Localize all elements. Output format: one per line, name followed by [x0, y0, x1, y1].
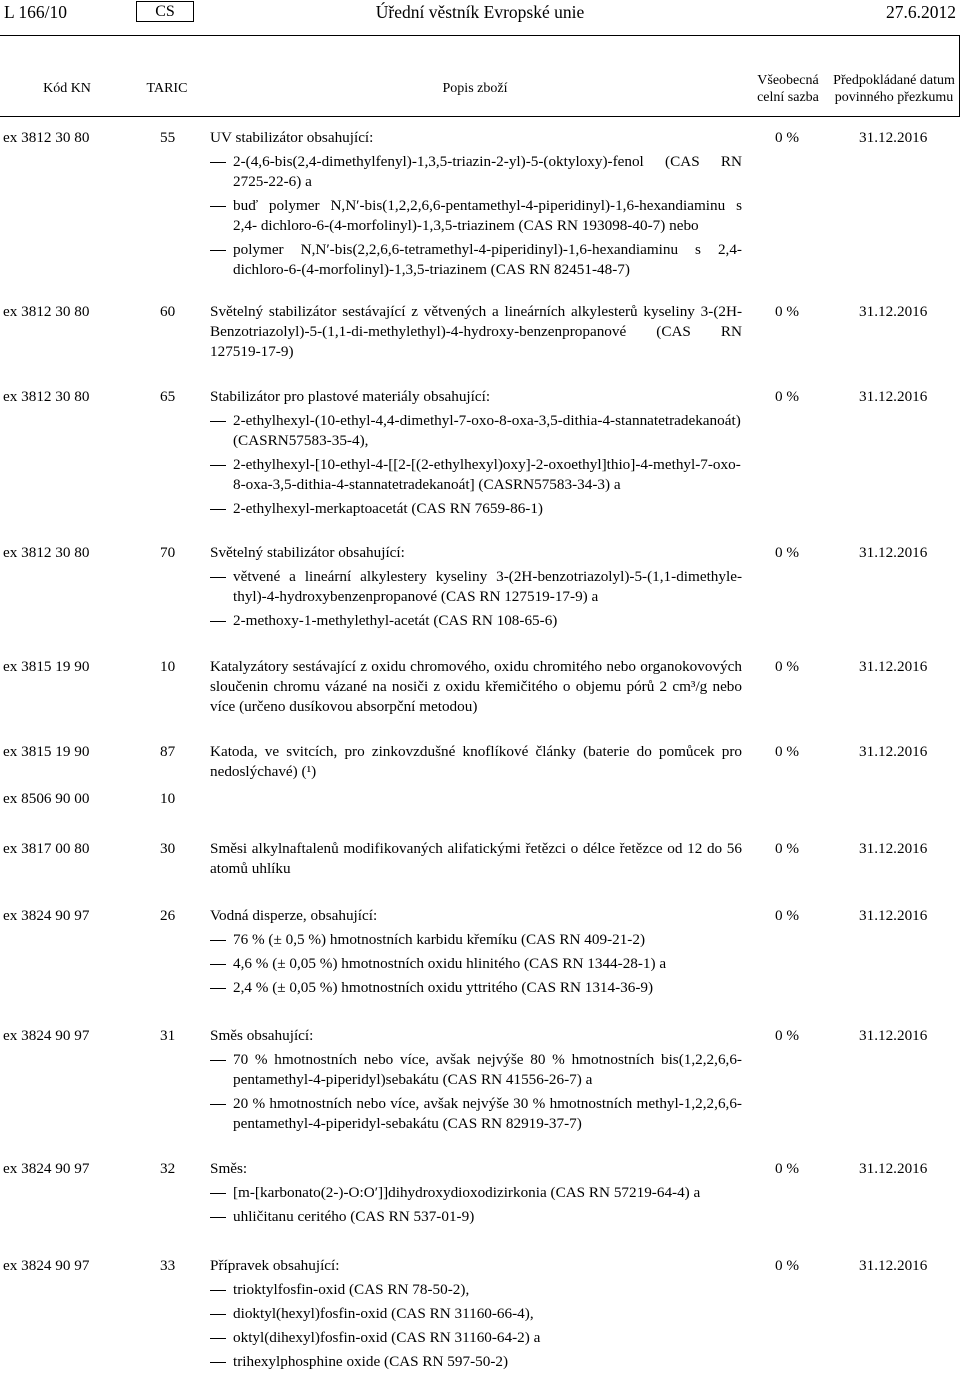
list-item-text: 2,4 % (± 0,05 %) hmotnostních oxidu yttritého (CAS RN 1314-36-9) [233, 979, 654, 996]
cell-taric [160, 657, 175, 704]
cell-taric [160, 1256, 175, 1303]
cell-description [210, 1026, 742, 1134]
description-list-item [210, 1328, 742, 1348]
em-dash-bullet [210, 1060, 226, 1061]
description-list-item [210, 1050, 742, 1090]
column-header-description: Popis zboží [442, 81, 508, 96]
taric-code: 10 [160, 658, 176, 675]
em-dash-bullet [210, 465, 226, 466]
page-number: L 166/10 [4, 2, 68, 22]
cell-description [210, 387, 742, 519]
cell-review-date: 31.12.2016 [859, 1160, 928, 1177]
cell-description [210, 302, 742, 362]
list-item-text: 70 % hmotnostních nebo více, avšak nejvýše 80 % hmotnostních bis(1,2,2,6,6-pentamethyl-4-piperidyl)sebakátu (CAS RN 41556-26-7) a [233, 1051, 742, 1088]
description-intro: Vodná disperze, obsahující: [210, 907, 378, 924]
list-item-text: 2-methoxy-1-methylethyl-acetát (CAS RN 108-65-6) [233, 612, 558, 629]
taric-code: 60 [160, 303, 176, 320]
cell-taric [160, 1159, 175, 1206]
cell-review-date: 31.12.2016 [859, 129, 928, 146]
description-intro: Přípravek obsahující: [210, 1257, 340, 1274]
cell-taric [160, 387, 175, 434]
cell-description [210, 128, 742, 280]
kn-code: ex 3815 19 90 [3, 743, 90, 760]
description-intro: Směsi alkylnaftalenů modifikovaných alifatickými řetězci o délce řetězce od 12 do 56 atomů uhlíku [210, 840, 742, 877]
taric-code: 70 [160, 544, 176, 561]
em-dash-bullet [210, 250, 226, 251]
description-list-item [210, 930, 742, 950]
cell-duty-rate: 0 % [775, 1027, 800, 1044]
description-list-item [210, 411, 742, 451]
cell-taric [160, 906, 175, 953]
cell-taric [160, 128, 175, 175]
em-dash-bullet [210, 988, 226, 989]
cell-kn-code [3, 906, 89, 953]
description-list-item [210, 152, 742, 192]
cell-duty-rate: 0 % [775, 907, 800, 924]
kn-code: ex 3812 30 80 [3, 544, 90, 561]
description-list-item [210, 1094, 742, 1134]
em-dash-bullet [210, 621, 226, 622]
cell-description [210, 657, 742, 717]
list-item-text: 2-ethylhexyl-merkaptoacetát (CAS RN 7659-86-1) [233, 500, 543, 517]
description-intro: Katalyzátory sestávající z oxidu chromového, oxidu chromitého nebo organokovových sloučenin chromu vázané na nosiči z oxidu křemičitého o objemu pórů 2 cm³/g nebo více (určeno dusíkovou absorpční metodou) [210, 658, 742, 715]
cell-description [210, 1256, 742, 1372]
description-list-item [210, 567, 742, 607]
description-intro: Katoda, ve svitcích, pro zinkovzdušné knoflíkové články (baterie do pomůcek pro nedoslýchavé) (¹) [210, 743, 742, 780]
publication-date: 27.6.2012 [886, 2, 956, 22]
kn-code: ex 3824 90 97 [3, 1257, 90, 1274]
kn-code: ex 3824 90 97 [3, 1160, 90, 1177]
kn-code: ex 3815 19 90 [3, 658, 90, 675]
cell-description [210, 543, 742, 631]
em-dash-bullet [210, 162, 226, 163]
cell-duty-rate: 0 % [775, 303, 800, 320]
cell-kn-code [3, 302, 89, 349]
description-list-item [210, 499, 742, 519]
list-item-text: trihexylphosphine oxide (CAS RN 597-50-2) [233, 1353, 509, 1370]
em-dash-bullet [210, 1217, 226, 1218]
list-item-text: dioktyl(hexyl)fosfin-oxid (CAS RN 31160-66-4), [233, 1305, 534, 1322]
em-dash-bullet [210, 206, 226, 207]
cell-taric [160, 1026, 175, 1073]
cell-duty-rate: 0 % [775, 544, 800, 561]
description-list-item [210, 611, 742, 631]
cell-description [210, 906, 742, 998]
list-item-text: oktyl(dihexyl)fosfin-oxid (CAS RN 31160-64-2) a [233, 1329, 541, 1346]
cell-kn-code [3, 128, 89, 175]
cell-review-date: 31.12.2016 [859, 1027, 928, 1044]
cell-kn-code [3, 1026, 89, 1073]
cell-taric [160, 302, 175, 349]
kn-code: ex 3812 30 80 [3, 303, 90, 320]
column-header-review-line1: Předpokládané datum [833, 73, 955, 88]
list-item-text: buď polymer N,N′-bis(1,2,2,6,6-pentamethyl-4-piperidinyl)-1,6-hexandiaminu s 2,4- dichloro-6-(4-morfolinyl)-1,3,5-triazinem (CAS RN 193098-40-7) nebo [233, 197, 742, 234]
description-list-item [210, 1280, 742, 1300]
column-header-review [828, 72, 960, 106]
cell-review-date: 31.12.2016 [859, 544, 928, 561]
list-item-text: trioktylfosfin-oxid (CAS RN 78-50-2), [233, 1281, 470, 1298]
list-item-text: polymer N,N′-bis(2,2,6,6-tetramethyl-4-piperidinyl)-1,6-hexandiaminu s 2,4-dichloro-6-(4-morfolinyl)-1,3,5-triazinem (CAS RN 82451-48-7) [233, 241, 742, 278]
cell-duty-rate: 0 % [775, 658, 800, 675]
description-list-item [210, 978, 742, 998]
cell-review-date: 31.12.2016 [859, 907, 928, 924]
em-dash-bullet [210, 421, 226, 422]
cell-kn-code [3, 387, 89, 434]
cell-taric [160, 839, 175, 886]
cell-duty-rate: 0 % [775, 388, 800, 405]
description-list-item [210, 240, 742, 280]
kn-code: ex 3812 30 80 [3, 388, 90, 405]
em-dash-bullet [210, 1314, 226, 1315]
cell-duty-rate: 0 % [775, 1160, 800, 1177]
cell-taric [160, 742, 175, 836]
list-item-text: uhličitanu ceritého (CAS RN 537-01-9) [233, 1208, 475, 1225]
header-rule [0, 35, 960, 36]
cell-review-date: 31.12.2016 [859, 840, 928, 857]
description-intro: Směs: [210, 1160, 248, 1177]
column-header-taric: TARIC [146, 81, 188, 96]
column-header-kn: Kód KN [43, 81, 91, 96]
column-header-review-line2: povinného přezkumu [834, 90, 954, 105]
cell-review-date: 31.12.2016 [859, 1257, 928, 1274]
column-header-rate-line1: Všeobecná [757, 73, 819, 88]
description-list-item [210, 954, 742, 974]
kn-code: ex 3824 90 97 [3, 1027, 90, 1044]
column-header-rate-line2: celní sazba [757, 90, 819, 105]
description-list-item [210, 196, 742, 236]
description-list-item [210, 1183, 742, 1203]
em-dash-bullet [210, 577, 226, 578]
cell-review-date: 31.12.2016 [859, 658, 928, 675]
kn-code: ex 8506 90 00 [3, 790, 90, 807]
cell-duty-rate: 0 % [775, 129, 800, 146]
cell-review-date: 31.12.2016 [859, 743, 928, 760]
cell-duty-rate: 0 % [775, 1257, 800, 1274]
kn-code: ex 3824 90 97 [3, 907, 90, 924]
cell-description [210, 742, 742, 782]
cell-kn-code [3, 543, 89, 590]
taric-code: 33 [160, 1257, 176, 1274]
description-list-item [210, 1207, 742, 1227]
cell-kn-code [3, 657, 89, 704]
em-dash-bullet [210, 964, 226, 965]
taric-code: 65 [160, 388, 176, 405]
description-list-item [210, 1304, 742, 1324]
column-header-rule [0, 116, 960, 117]
list-item-text: [m-[karbonato(2-)-O:O′]]dihydroxydioxodizirkonia (CAS RN 57219-64-4) a [233, 1184, 701, 1201]
description-intro: UV stabilizátor obsahující: [210, 129, 374, 146]
cell-review-date: 31.12.2016 [859, 388, 928, 405]
list-item-text: 2-ethylhexyl-[10-ethyl-4-[[2-[(2-ethylhexyl)oxy]-2-oxoethyl]thio]-4-methyl-7-oxo-8-oxa-3,5-dithia-4-stannatetradekanoát] (CASRN57583-34-3) a [233, 456, 741, 493]
list-item-text: 4,6 % (± 0,05 %) hmotnostních oxidu hlinitého (CAS RN 1344-28-1) a [233, 955, 667, 972]
description-intro: Směs obsahující: [210, 1027, 314, 1044]
language-code-box: CS [136, 1, 194, 22]
taric-code: 30 [160, 840, 176, 857]
em-dash-bullet [210, 1193, 226, 1194]
em-dash-bullet [210, 1104, 226, 1105]
cell-kn-code [3, 839, 89, 886]
cell-kn-code [3, 1159, 89, 1206]
cell-duty-rate: 0 % [775, 743, 800, 760]
cell-description [210, 1159, 742, 1227]
cell-kn-code [3, 1256, 89, 1303]
list-item-text: 2-ethylhexyl-(10-ethyl-4,4-dimethyl-7-oxo-8-oxa-3,5-dithia-4-stannatetradekanoát) (CASRN57583-35-4), [233, 412, 741, 449]
taric-code: 26 [160, 907, 176, 924]
em-dash-bullet [210, 1362, 226, 1363]
list-item-text: 76 % (± 0,5 %) hmotnostních karbidu křemíku (CAS RN 409-21-2) [233, 931, 646, 948]
taric-code: 87 [160, 743, 176, 760]
cell-review-date: 31.12.2016 [859, 303, 928, 320]
description-list-item [210, 455, 742, 495]
taric-code: 31 [160, 1027, 176, 1044]
list-item-text: 20 % hmotnostních nebo více, avšak nejvýše 30 % hmotnostních methyl-1,2,2,6,6-pentamethyl-4-piperidyl-sebakátu (CAS RN 82919-37-7) [233, 1095, 742, 1132]
description-intro: Stabilizátor pro plastové materiály obsahující: [210, 388, 491, 405]
cell-description [210, 839, 742, 879]
list-item-text: 2-(4,6-bis(2,4-dimethylfenyl)-1,3,5-triazin-2-yl)-5-(oktyloxy)-fenol (CAS RN 2725-22-6) a [233, 153, 742, 190]
cell-duty-rate: 0 % [775, 840, 800, 857]
em-dash-bullet [210, 940, 226, 941]
description-list-item [210, 1352, 742, 1372]
em-dash-bullet [210, 1290, 226, 1291]
page-header [0, 0, 960, 26]
column-header-rate [748, 72, 828, 106]
cell-kn-code [3, 742, 89, 836]
description-intro: Světelný stabilizátor sestávající z větvených a lineárních alkylesterů kyseliny 3-(2H-Benzotriazolyl)-5-(1,1-di-methylethyl)-4-hydroxy-benzenpropanové (CAS RN 127519-17-9) [210, 303, 742, 360]
list-item-text: větvené a lineární alkylestery kyseliny 3-(2H-benzotriazolyl)-5-(1,1-dimethylethyl)-4-hydroxybenzenpropanové (CAS RN 127519-17-9) a [233, 568, 742, 605]
cell-taric [160, 543, 175, 590]
kn-code: ex 3812 30 80 [3, 129, 90, 146]
kn-code: ex 3817 00 80 [3, 840, 90, 857]
taric-code: 10 [160, 790, 176, 807]
taric-code: 32 [160, 1160, 176, 1177]
journal-title: Úřední věstník Evropské unie [375, 2, 585, 22]
description-intro: Světelný stabilizátor obsahující: [210, 544, 405, 561]
em-dash-bullet [210, 509, 226, 510]
taric-code: 55 [160, 129, 176, 146]
em-dash-bullet [210, 1338, 226, 1339]
